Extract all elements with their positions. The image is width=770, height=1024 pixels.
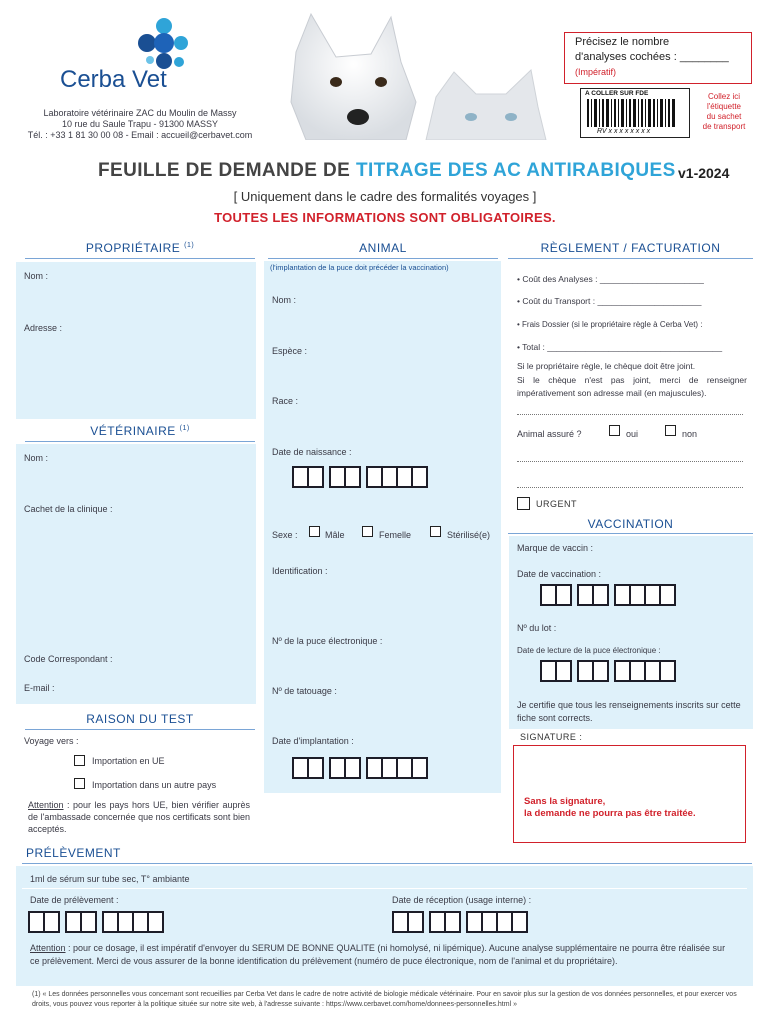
lab-address-2: 10 rue du Saule Trapu - 91300 MASSY <box>61 119 219 129</box>
veterinaire-heading <box>25 424 255 438</box>
veterinaire-sup: (1) <box>179 425 190 432</box>
proprietaire-heading <box>25 241 255 255</box>
prelevement-underline <box>22 863 752 864</box>
digit-cell[interactable] <box>411 757 428 779</box>
barcode-icon <box>587 99 677 127</box>
animal-underline <box>268 258 498 259</box>
analyses-label-2: d'analyses cochées : ________ <box>575 51 729 63</box>
animal-puce: Nº de la puce électronique : <box>272 636 383 646</box>
importation-autre-label: Importation dans un autre pays <box>92 780 217 790</box>
urgent-label: URGENT <box>536 499 577 509</box>
prelevement-attention-text: : pour ce dosage, il est impératif d'envoyer du SERUM DE BONNE QUALITE (ni homolysé, ni lipémique). Aucune analyse supplémentaire ne pourra être réalisée sur ce prélèvement. Merci de vous assurer de la bonne identification du prélèvement (numéro de puce électronique, nom de l'animal et du propriétaire). <box>30 943 726 966</box>
veterinaire-underline <box>25 441 255 442</box>
cheque-note-2: Si le chèque n'est pas joint, merci de renseigner impérativement son adresse mail (en majuscules). <box>517 375 747 398</box>
digit-cell[interactable] <box>659 660 676 682</box>
male-label: Mâle <box>325 530 345 540</box>
signature-label: SIGNATURE : <box>520 732 583 742</box>
version: v1-2024 <box>678 165 730 181</box>
cheque-note-1: Si le propriétaire règle, le chèque doit être joint. <box>517 361 696 371</box>
digit-cell[interactable] <box>344 466 361 488</box>
animal-implantation: Date d'implantation : <box>272 736 354 746</box>
dog-cat-photo <box>276 12 560 140</box>
femelle-checkbox[interactable] <box>362 526 373 537</box>
date-naissance-boxes[interactable] <box>292 466 426 488</box>
serum-note: 1ml de sérum sur tube sec, T° ambiante <box>30 874 190 884</box>
numero-lot: Nº du lot : <box>517 623 557 633</box>
femelle-label: Femelle <box>379 530 412 540</box>
animal-note: (l'implantation de la puce doit précéder la vaccination) <box>270 263 449 272</box>
barcode-note: Collez ici l'étiquette du sachet de transport <box>702 92 746 131</box>
title-part-1: FEUILLE DE DEMANDE DE <box>98 160 356 181</box>
digit-cell[interactable] <box>307 466 324 488</box>
animal-nom: Nom : <box>272 295 297 305</box>
digit-cell[interactable] <box>511 911 528 933</box>
dotted-line <box>517 487 743 488</box>
digit-cell[interactable] <box>407 911 424 933</box>
certifie: Je certifie que tous les renseignements inscrits sur cette fiche sont corrects. <box>517 700 741 723</box>
analyses-count-box[interactable] <box>564 32 752 84</box>
logo <box>58 10 198 100</box>
reglement-panel <box>509 262 753 490</box>
digit-cell[interactable] <box>411 466 428 488</box>
raison-attention <box>28 799 250 835</box>
animal-espece: Espèce : <box>272 346 308 356</box>
divider <box>22 888 747 889</box>
vaccination-panel[interactable] <box>509 536 753 729</box>
vaccination-underline <box>508 533 753 534</box>
veterinaire-code: Code Correspondant : <box>24 654 113 664</box>
date-reception: Date de réception (usage interne) : <box>392 895 532 905</box>
animal-identification: Identification : <box>272 566 328 576</box>
signature-warning-2: la demande ne pourra pas être traitée. <box>524 808 696 819</box>
raison-panel <box>16 732 256 840</box>
prelevement-attention-label: Attention <box>30 943 66 953</box>
proprietaire-panel[interactable] <box>16 262 256 419</box>
veterinaire-heading-text: VÉTÉRINAIRE <box>90 424 176 438</box>
sterilise-label: Stérilisé(e) <box>447 530 491 540</box>
dog-cat-illustration <box>276 12 560 140</box>
proprietaire-adresse: Adresse : <box>24 323 63 333</box>
digit-cell[interactable] <box>43 911 60 933</box>
animal-race: Race : <box>272 396 299 406</box>
footnote: (1) « Les données personnelles vous concernant sont recueillies par Cerba Vet dans le cadre de notre activité de biologie médicale vétérinaire. Pour en savoir plus sur la gestion de vos données personnelles, et pour exercer vos droits, vous pouvez vous reporter à la politique située sur notre site web, à l'adresse suivante : https://www.cerbavet.com/home/donnees-personnelles.html » <box>32 991 737 1008</box>
raison-underline <box>25 729 255 730</box>
lab-address-1: Laboratoire vétérinaire ZAC du Moulin de Massy <box>43 108 237 118</box>
importation-autre-checkbox[interactable] <box>74 778 85 789</box>
signature-box[interactable] <box>513 745 746 843</box>
barcode-label <box>580 88 690 138</box>
animal-sexe: Sexe : <box>272 530 298 540</box>
date-lecture: Date de lecture de la puce électronique : <box>517 646 661 655</box>
frais-dossier: • Frais Dossier (si le propriétaire règle à Cerba Vet) : <box>517 320 703 329</box>
date-lecture-boxes[interactable] <box>540 660 674 682</box>
prelevement-attention <box>30 942 735 968</box>
veterinaire-panel[interactable] <box>16 444 256 704</box>
raison-heading: RAISON DU TEST <box>86 712 194 726</box>
mandatory-notice: TOUTES LES INFORMATIONS SONT OBLIGATOIRES. <box>214 210 556 225</box>
analyses-imperatif: (Impératif) <box>575 67 617 77</box>
total: • Total : _____________________________________ <box>517 342 723 352</box>
signature-warning-1: Sans la signature, <box>524 796 606 807</box>
reglement-heading: RÈGLEMENT / FACTURATION <box>540 241 721 255</box>
veterinaire-cachet: Cachet de la clinique : <box>24 504 113 514</box>
male-checkbox[interactable] <box>309 526 320 537</box>
raison-attention-text: : pour les pays hors UE, bien vérifier auprès de l'ambassade concernée que nos certificats sont bien acceptés. <box>28 800 250 834</box>
lab-contact: Tél. : +33 1 81 30 00 08 - Email : accueil@cerbavet.com <box>27 130 253 140</box>
digit-cell[interactable] <box>659 584 676 606</box>
date-prelevement: Date de prélèvement : <box>30 895 119 905</box>
date-vaccination: Date de vaccination : <box>517 569 602 579</box>
assure-oui-checkbox[interactable] <box>609 425 620 436</box>
reglement-underline <box>508 258 753 259</box>
date-reception-boxes[interactable] <box>392 911 526 933</box>
date-prelevement-boxes[interactable] <box>28 911 162 933</box>
digit-cell[interactable] <box>444 911 461 933</box>
digit-cell[interactable] <box>555 660 572 682</box>
vaccination-heading: VACCINATION <box>587 517 674 531</box>
proprietaire-nom: Nom : <box>24 271 49 281</box>
sterilise-checkbox[interactable] <box>430 526 441 537</box>
digit-cell[interactable] <box>307 757 324 779</box>
dotted-line <box>517 461 743 462</box>
assure-non-checkbox[interactable] <box>665 425 676 436</box>
proprietaire-underline <box>25 258 255 259</box>
digit-cell[interactable] <box>592 660 609 682</box>
dotted-line <box>517 414 743 415</box>
animal-panel[interactable] <box>264 261 501 793</box>
date-vaccination-boxes[interactable] <box>540 584 674 606</box>
digit-cell[interactable] <box>344 757 361 779</box>
raison-voyage: Voyage vers : <box>24 736 79 746</box>
animal-assure: Animal assuré ? <box>517 429 582 439</box>
barcode-top-text: A COLLER SUR FDE <box>585 90 649 97</box>
importation-ue-label: Importation en UE <box>92 756 165 766</box>
assure-oui-label: oui <box>626 429 639 439</box>
urgent-checkbox[interactable] <box>517 497 530 510</box>
digit-cell[interactable] <box>555 584 572 606</box>
analyses-label-1: Précisez le nombre <box>575 36 670 48</box>
animal-tatouage: Nº de tatouage : <box>272 686 337 696</box>
digit-cell[interactable] <box>147 911 164 933</box>
title-part-2: TITRAGE DES AC ANTIRABIQUES <box>355 160 676 181</box>
marque-vaccin: Marque de vaccin : <box>517 543 594 553</box>
page-title <box>98 160 676 182</box>
cout-transport: • Coût du Transport : ______________________ <box>517 296 702 306</box>
barcode-bottom-text: RV x x x x x x x x <box>597 128 651 135</box>
proprietaire-sup: (1) <box>184 242 195 249</box>
veterinaire-nom: Nom : <box>24 453 49 463</box>
importation-ue-checkbox[interactable] <box>74 755 85 766</box>
proprietaire-heading-text: PROPRIÉTAIRE <box>85 241 181 255</box>
assure-non-label: non <box>682 429 698 439</box>
digit-cell[interactable] <box>80 911 97 933</box>
date-implantation-boxes[interactable] <box>292 757 426 779</box>
raison-attention-label: Attention <box>28 800 64 810</box>
brand-name: Cerba Vet <box>60 66 167 93</box>
prelevement-heading: PRÉLÈVEMENT <box>26 846 121 860</box>
animal-heading: ANIMAL <box>359 241 407 255</box>
cout-analyses: • Coût des Analyses : ______________________ <box>517 274 704 284</box>
digit-cell[interactable] <box>592 584 609 606</box>
subtitle: [ Uniquement dans le cadre des formalités voyages ] <box>233 189 537 204</box>
veterinaire-email: E-mail : <box>24 683 55 693</box>
animal-naissance: Date de naissance : <box>272 447 352 457</box>
